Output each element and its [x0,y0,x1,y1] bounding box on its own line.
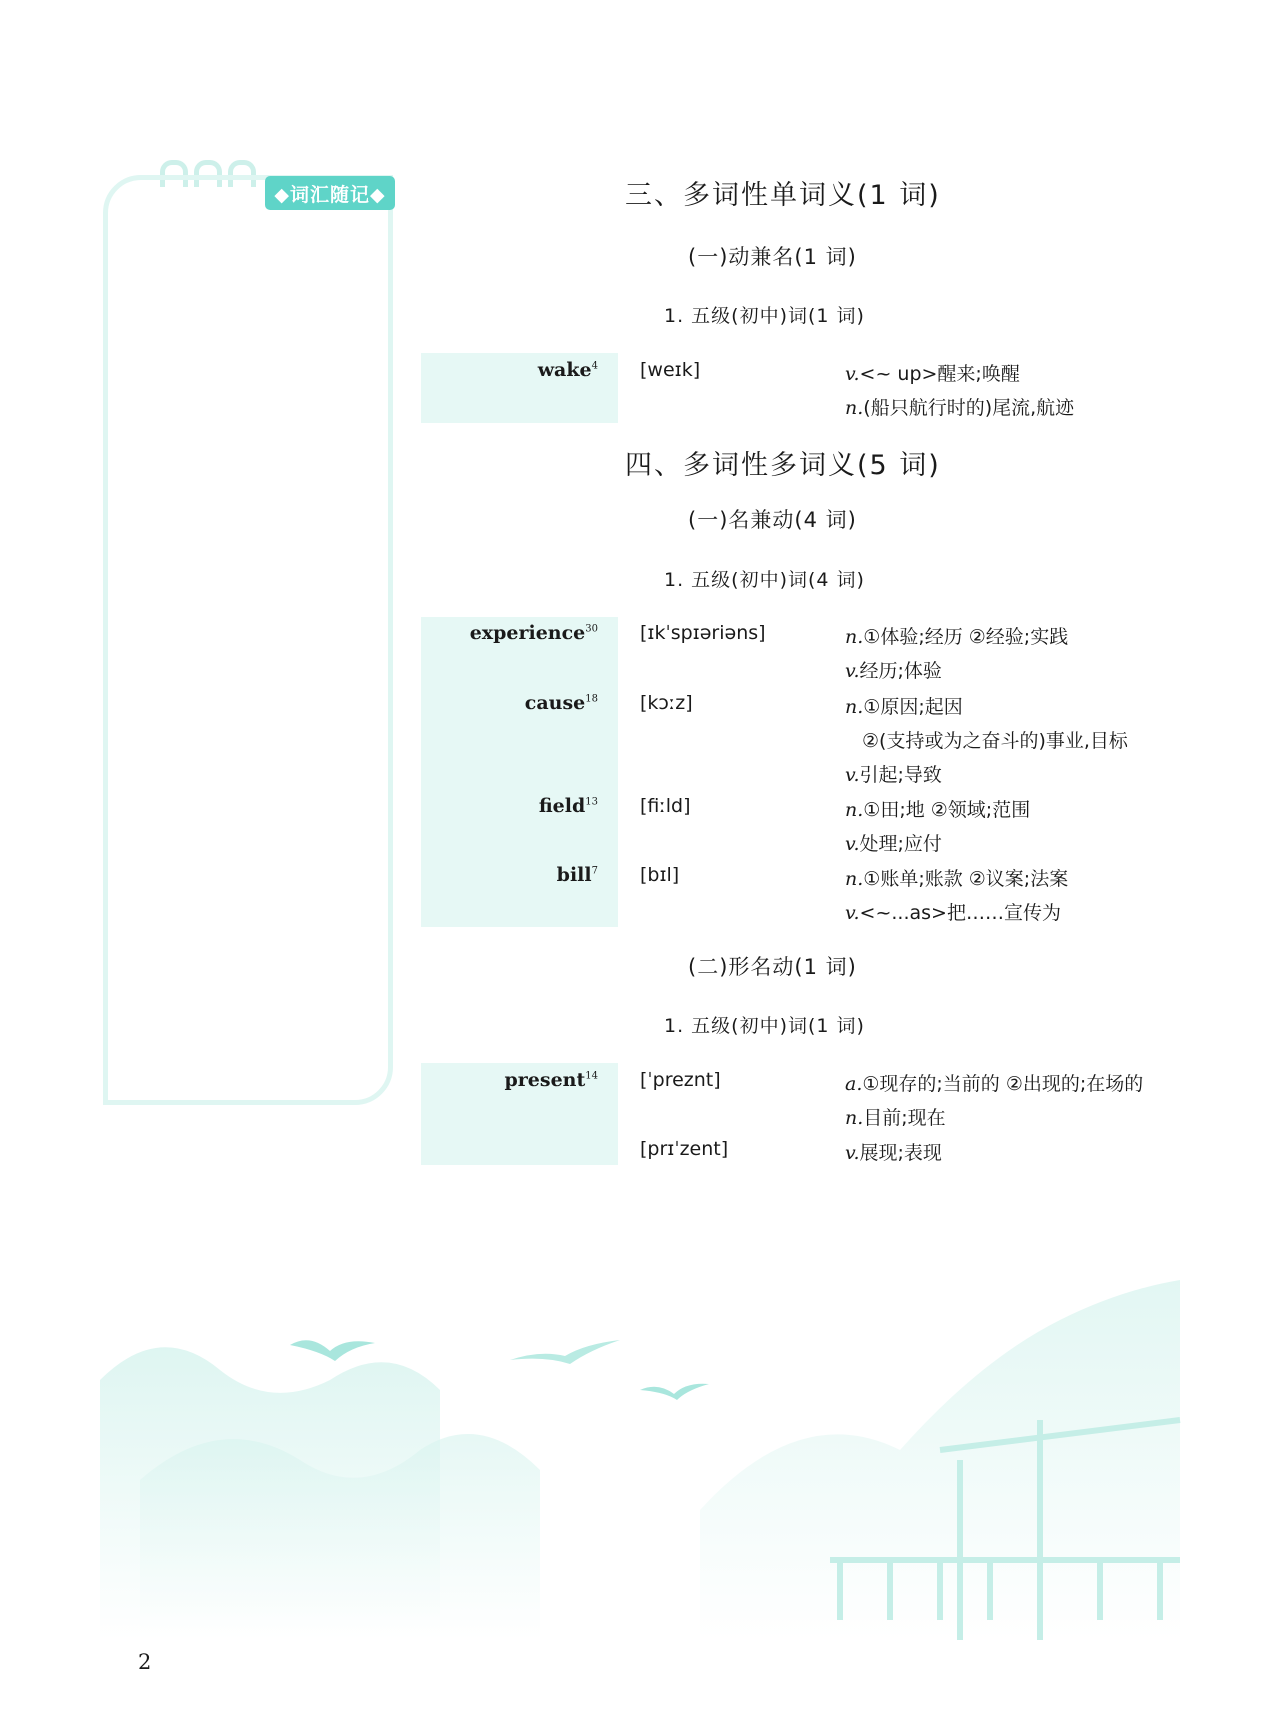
definition: v.经历;体验 [845,660,942,682]
word-entry: bill$^7$ [556,864,598,886]
definition: n.①田;地 ②领域;范围 [845,799,1031,821]
section-title: 四、多词性多词义(5 词) [625,450,941,481]
definition: v.展现;表现 [845,1142,942,1164]
subsection-title: (一)动兼名(1 词) [688,245,857,269]
definition: ②(支持或为之奋斗的)事业,目标 [862,730,1128,752]
definition: v.引起;导致 [845,764,942,786]
level-title: 1. 五级(初中)词(1 词) [664,305,865,327]
subsection-title: (二)形名动(1 词) [688,955,857,979]
definition: n.目前;现在 [845,1107,946,1129]
definition: v.<~...as>把……宣传为 [845,902,1061,924]
word-entry: cause$^{18}$ [524,692,598,714]
definition: n.(船只航行时的)尾流,航迹 [845,397,1075,419]
subsection-title: (一)名兼动(4 词) [688,508,857,532]
definition: n.①账单;账款 ②议案;法案 [845,868,1069,890]
landscape-illustration [100,1260,1200,1640]
notes-tab-label: ◆词汇随记◆ [265,176,395,210]
phonetic: [bɪl] [640,864,680,886]
word-entry: field$^{13}$ [538,795,598,817]
definition: a.①现存的;当前的 ②出现的;在场的 [845,1073,1144,1095]
definition: n.①体验;经历 ②经验;实践 [845,626,1069,648]
section-title: 三、多词性单词义(1 词) [625,180,941,211]
level-title: 1. 五级(初中)词(1 词) [664,1015,865,1037]
definition: v.<~ up>醒来;唤醒 [845,363,1020,385]
level-title: 1. 五级(初中)词(4 词) [664,569,865,591]
definition: n.①原因;起因 [845,696,963,718]
word-entry: present$^{14}$ [504,1069,598,1091]
phonetic: [fiːld] [640,795,691,817]
phonetic: [ɪkˈspɪəriəns] [640,622,766,644]
phonetic: [kɔːz] [640,692,693,714]
page-number: 2 [138,1650,152,1674]
phonetic: [prɪˈzent] [640,1138,729,1160]
word-entry: experience$^{30}$ [469,622,598,644]
word-entry: wake$^4$ [537,359,598,381]
phonetic: [weɪk] [640,359,701,381]
phonetic: [ˈpreznt] [640,1069,721,1091]
definition: v.处理;应付 [845,833,942,855]
notes-frame [103,175,393,1105]
